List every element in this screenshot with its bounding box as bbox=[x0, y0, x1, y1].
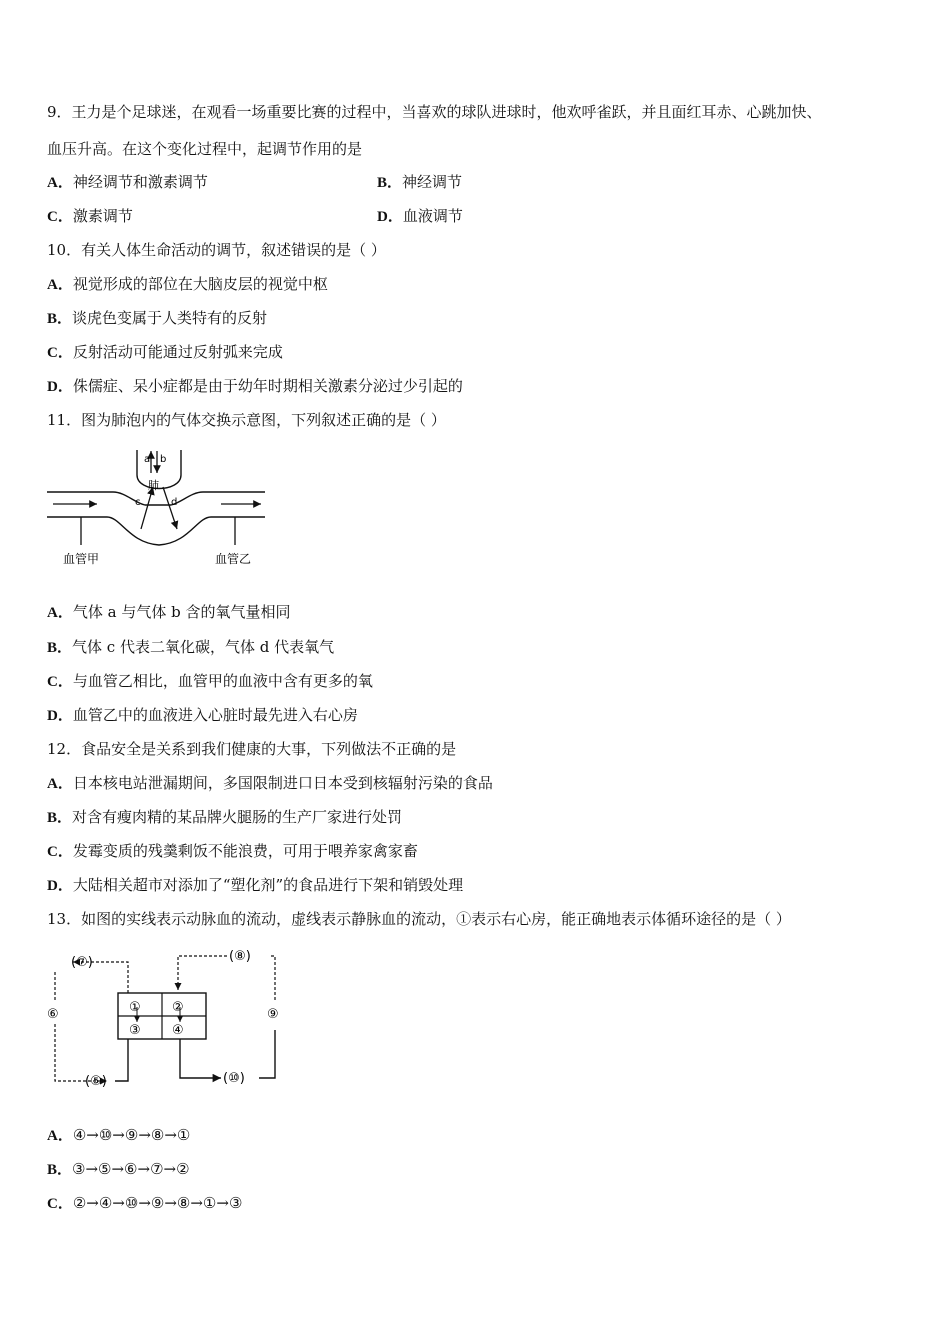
node-2: ② bbox=[172, 1000, 184, 1015]
q9-option-a[interactable] bbox=[47, 172, 208, 193]
q10-option-b[interactable] bbox=[47, 308, 267, 329]
q10-option-c[interactable] bbox=[47, 342, 283, 363]
option-text: 日本核电站泄漏期间，多国限制进口日本受到核辐射污染的食品 bbox=[72, 774, 493, 792]
gas-b-label: b bbox=[160, 454, 167, 465]
option-label: C． bbox=[47, 209, 73, 225]
option-label: C． bbox=[47, 345, 73, 361]
q13-option-a[interactable] bbox=[47, 1125, 190, 1146]
gas-c-arrow bbox=[141, 487, 153, 529]
option-text: 视觉形成的部位在大脑皮层的视觉中枢 bbox=[72, 275, 328, 293]
node-10: (⑩) bbox=[223, 1071, 245, 1086]
option-label: A． bbox=[47, 277, 73, 293]
option-text: 发霉变质的残羹剩饭不能浪费，可用于喂养家禽家畜 bbox=[72, 842, 418, 860]
vessel-left-label: 血管甲 bbox=[63, 552, 100, 566]
option-text: 侏儒症、呆小症都是由于幼年时期相关激素分泌过少引起的 bbox=[72, 377, 463, 395]
q9-stem-line2: 血压升高。在这个变化过程中，起调节作用的是 bbox=[47, 140, 363, 158]
option-text: ②→④→⑩→⑨→⑧→①→③ bbox=[72, 1194, 243, 1212]
q10-option-d[interactable] bbox=[47, 376, 463, 397]
option-text: 反射活动可能通过反射弧来完成 bbox=[72, 343, 283, 361]
option-label: B． bbox=[377, 175, 403, 191]
q9-option-d[interactable] bbox=[377, 206, 463, 227]
node-3: ③ bbox=[129, 1023, 141, 1038]
option-label: A． bbox=[47, 776, 73, 792]
q9-stem-line1: 9．王力是个足球迷，在观看一场重要比赛的过程中，当喜欢的球队进球时，他欢呼雀跃，并且面红耳赤、心跳加快、 bbox=[47, 103, 822, 121]
q11-option-b[interactable] bbox=[47, 637, 334, 658]
path-10-to-9 bbox=[259, 1030, 275, 1078]
alveolus-gas-exchange-diagram bbox=[45, 445, 270, 570]
vessel-lower-wall bbox=[47, 517, 265, 545]
option-label: D． bbox=[47, 379, 73, 395]
q11-option-c[interactable] bbox=[47, 671, 373, 692]
option-label: B． bbox=[47, 810, 73, 826]
option-label: A． bbox=[47, 1128, 73, 1144]
path-6-to-5 bbox=[55, 1024, 107, 1081]
option-text: 与血管乙相比，血管甲的血液中含有更多的氧 bbox=[72, 672, 373, 690]
option-text: 气体 c 代表二氧化碳，气体 d 代表氧气 bbox=[72, 638, 335, 656]
option-text: 血管乙中的血液进入心脏时最先进入右心房 bbox=[72, 706, 358, 724]
option-text: 气体 a 与气体 b 含的氧气量相同 bbox=[72, 603, 291, 621]
q13-option-b[interactable] bbox=[47, 1159, 190, 1180]
q9-option-c[interactable] bbox=[47, 206, 133, 227]
gas-a-label: a bbox=[144, 454, 151, 465]
q11-option-d[interactable] bbox=[47, 705, 358, 726]
circulation-diagram bbox=[45, 942, 295, 1092]
option-label: D． bbox=[377, 209, 403, 225]
node-7: (⑦) bbox=[71, 955, 93, 970]
vessel-upper-wall bbox=[47, 492, 265, 505]
q12-option-c[interactable] bbox=[47, 841, 418, 862]
node-6: ⑥ bbox=[47, 1007, 59, 1022]
path-9-to-8 bbox=[271, 956, 275, 1000]
q12-option-d[interactable] bbox=[47, 875, 463, 896]
option-label: C． bbox=[47, 1196, 73, 1212]
option-label: B． bbox=[47, 640, 73, 656]
q13-stem: 13．如图的实线表示动脉血的流动，虚线表示静脉血的流动，①表示右心房，能正确地表示体循环途径的是（ ） bbox=[47, 910, 791, 928]
option-label: B． bbox=[47, 1162, 73, 1178]
option-label: C． bbox=[47, 674, 73, 690]
option-text: 神经调节和激素调节 bbox=[72, 173, 208, 191]
option-label: A． bbox=[47, 605, 73, 621]
q11-stem: 11．图为肺泡内的气体交换示意图，下列叙述正确的是（ ） bbox=[47, 411, 446, 429]
option-text: ③→⑤→⑥→⑦→② bbox=[72, 1160, 190, 1178]
option-label: C． bbox=[47, 844, 73, 860]
gas-d-label: d bbox=[171, 497, 178, 508]
vein-5-path bbox=[115, 1039, 128, 1081]
option-label: A． bbox=[47, 175, 73, 191]
option-label: D． bbox=[47, 708, 73, 724]
option-label: B． bbox=[47, 311, 73, 327]
option-text: 神经调节 bbox=[402, 173, 463, 191]
q12-stem: 12．食品安全是关系到我们健康的大事，下列做法不正确的是 bbox=[47, 740, 457, 758]
q10-option-a[interactable] bbox=[47, 274, 328, 295]
node-1: ① bbox=[129, 1000, 141, 1015]
option-label: D． bbox=[47, 878, 73, 894]
option-text: 大陆相关超市对添加了“塑化剂”的食品进行下架和销毁处理 bbox=[72, 876, 464, 894]
aorta-path bbox=[180, 1039, 221, 1078]
node-8: (⑧) bbox=[229, 949, 251, 964]
q10-stem: 10．有关人体生命活动的调节，叙述错误的是（ ） bbox=[47, 241, 386, 259]
q11-option-a[interactable] bbox=[47, 602, 290, 623]
gas-d-arrow bbox=[163, 487, 177, 529]
node-9: ⑨ bbox=[267, 1007, 279, 1022]
option-text: 对含有瘦肉精的某品牌火腿肠的生产厂家进行处罚 bbox=[72, 808, 403, 826]
option-text: 激素调节 bbox=[72, 207, 133, 225]
q9-option-b[interactable] bbox=[377, 172, 462, 193]
option-text: 血液调节 bbox=[402, 207, 463, 225]
q13-option-c[interactable] bbox=[47, 1193, 242, 1214]
q12-option-a[interactable] bbox=[47, 773, 493, 794]
node-4: ④ bbox=[172, 1023, 184, 1038]
vessel-right-label: 血管乙 bbox=[215, 552, 252, 566]
gas-c-label: c bbox=[135, 497, 141, 508]
option-text: ④→⑩→⑨→⑧→① bbox=[72, 1126, 191, 1144]
vena-cava-path bbox=[178, 956, 227, 990]
node-5: (⑤) bbox=[85, 1074, 107, 1089]
alveolus-label: 肺 bbox=[148, 479, 159, 492]
q12-option-b[interactable] bbox=[47, 807, 402, 828]
option-text: 谈虎色变属于人类特有的反射 bbox=[72, 309, 268, 327]
